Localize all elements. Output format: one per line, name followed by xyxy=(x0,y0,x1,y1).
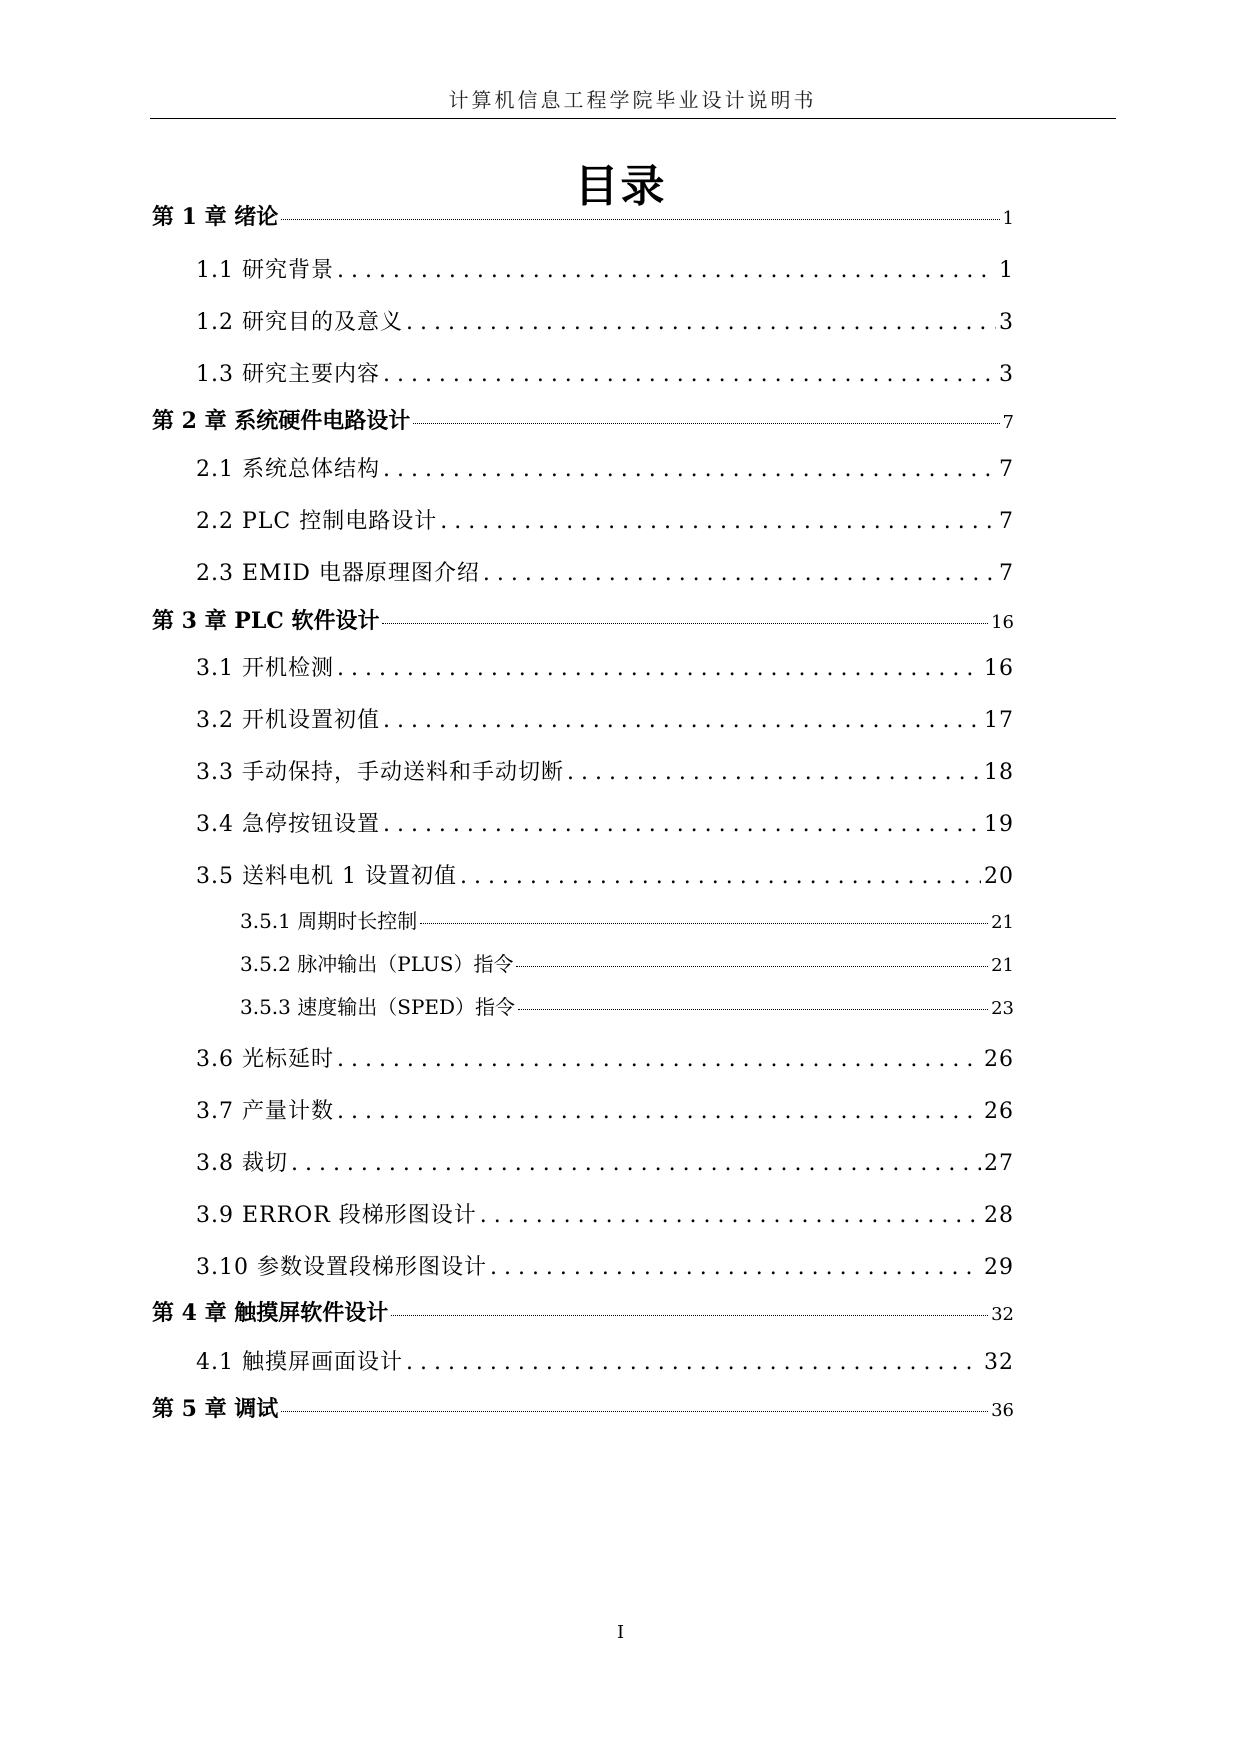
toc-leader xyxy=(440,509,996,534)
toc-leader xyxy=(490,1255,981,1280)
toc-page-number: 3 xyxy=(999,362,1014,387)
toc-leader xyxy=(383,362,996,387)
toc-label: 第 1 章 绪论 xyxy=(152,204,279,230)
toc-page-number: 1 xyxy=(999,258,1014,283)
toc-page-number: 21 xyxy=(991,955,1014,976)
header-rule xyxy=(150,118,1116,119)
toc-leader xyxy=(281,219,999,220)
toc-page-number: 18 xyxy=(984,760,1014,785)
toc-chapter-4[interactable] xyxy=(152,1296,1014,1326)
toc-label: 3.2 开机设置初值 xyxy=(196,708,380,733)
toc-leader xyxy=(413,423,999,424)
toc-leader xyxy=(483,561,996,586)
toc-subsection-3-5-3[interactable] xyxy=(240,991,1014,1019)
toc-label: 第 2 章 系统硬件电路设计 xyxy=(152,408,411,434)
toc-label: 3.10 参数设置段梯形图设计 xyxy=(196,1255,487,1280)
toc-page-number: 29 xyxy=(984,1255,1014,1280)
toc-label: 3.5.1 周期时长控制 xyxy=(240,909,418,933)
toc-leader xyxy=(391,1315,988,1316)
toc-page-number: 1 xyxy=(1002,208,1014,229)
toc-label: 3.3 手动保持，手动送料和手动切断 xyxy=(196,760,564,785)
toc-page-number: 16 xyxy=(984,656,1014,681)
toc-leader xyxy=(383,708,981,733)
toc-section-4-1[interactable] xyxy=(196,1345,1014,1375)
toc-leader xyxy=(406,1350,981,1375)
toc-label: 3.5.2 脉冲输出（PLUS）指令 xyxy=(240,952,514,976)
toc-leader xyxy=(420,923,988,924)
toc-section-3-4[interactable] xyxy=(196,807,1014,837)
toc-page-number: 21 xyxy=(991,912,1014,933)
toc-section-1-1[interactable] xyxy=(196,253,1014,283)
toc-leader xyxy=(291,1151,981,1176)
toc-leader xyxy=(460,864,981,889)
toc-label: 2.3 EMID 电器原理图介绍 xyxy=(196,561,480,586)
toc-label: 3.4 急停按钮设置 xyxy=(196,812,380,837)
toc-section-3-3[interactable] xyxy=(196,755,1014,785)
toc-section-3-6[interactable] xyxy=(196,1042,1014,1072)
toc-chapter-5[interactable] xyxy=(152,1392,1014,1422)
toc-label: 3.8 裁切 xyxy=(196,1151,288,1176)
toc-label: 3.7 产量计数 xyxy=(196,1099,334,1124)
toc-label: 1.1 研究背景 xyxy=(196,258,334,283)
toc-page-number: 7 xyxy=(999,457,1014,482)
toc-leader xyxy=(337,1047,981,1072)
toc-page-number: 7 xyxy=(999,509,1014,534)
toc-label: 3.6 光标延时 xyxy=(196,1047,334,1072)
toc-leader xyxy=(567,760,981,785)
toc-label: 4.1 触摸屏画面设计 xyxy=(196,1350,403,1375)
toc-leader xyxy=(383,457,996,482)
toc-leader xyxy=(480,1203,981,1228)
toc-chapter-2[interactable] xyxy=(152,404,1014,434)
toc-page-number: 23 xyxy=(991,998,1014,1019)
page-title: 目录 xyxy=(574,161,667,212)
toc-page-number: 26 xyxy=(984,1099,1014,1124)
toc-chapter-3[interactable] xyxy=(152,604,1014,634)
page-number-footer: I xyxy=(616,1622,625,1643)
toc-label: 第 4 章 触摸屏软件设计 xyxy=(152,1300,389,1326)
toc-label: 1.3 研究主要内容 xyxy=(196,362,380,387)
toc-section-3-5[interactable] xyxy=(196,859,1014,889)
toc-page-number: 32 xyxy=(984,1350,1014,1375)
toc-leader xyxy=(516,966,988,967)
toc-page-number: 32 xyxy=(991,1304,1014,1325)
toc-section-3-8[interactable] xyxy=(196,1146,1014,1176)
toc-section-3-7[interactable] xyxy=(196,1094,1014,1124)
toc-leader xyxy=(382,623,988,624)
toc-section-2-1[interactable] xyxy=(196,452,1014,482)
toc-leader xyxy=(337,656,981,681)
toc-label: 第 3 章 PLC 软件设计 xyxy=(152,608,380,634)
page-header: 计算机信息工程学院毕业设计说明书 xyxy=(448,88,817,112)
toc-chapter-1[interactable] xyxy=(152,200,1014,230)
toc-page-number: 3 xyxy=(999,310,1014,335)
toc-label: 3.9 ERROR 段梯形图设计 xyxy=(196,1203,477,1228)
toc-page-number: 19 xyxy=(984,812,1014,837)
toc-page-number: 27 xyxy=(984,1151,1014,1176)
toc-leader xyxy=(281,1411,988,1412)
toc-label: 2.2 PLC 控制电路设计 xyxy=(196,509,438,534)
toc-page-number: 26 xyxy=(984,1047,1014,1072)
toc-label: 第 5 章 调试 xyxy=(152,1396,279,1422)
toc-leader xyxy=(337,1099,981,1124)
toc-leader xyxy=(383,812,981,837)
toc-section-1-3[interactable] xyxy=(196,357,1014,387)
toc-leader xyxy=(406,310,996,335)
toc-leader xyxy=(518,1009,988,1010)
toc-section-3-2[interactable] xyxy=(196,703,1014,733)
toc-leader xyxy=(337,258,996,283)
toc-subsection-3-5-1[interactable] xyxy=(240,905,1014,933)
toc-subsection-3-5-2[interactable] xyxy=(240,948,1014,976)
toc-page-number: 16 xyxy=(991,612,1014,633)
toc-section-3-10[interactable] xyxy=(196,1250,1014,1280)
toc-page-number: 20 xyxy=(984,864,1014,889)
toc-section-2-3[interactable] xyxy=(196,556,1014,586)
toc-section-2-2[interactable] xyxy=(196,504,1014,534)
toc-section-1-2[interactable] xyxy=(196,305,1014,335)
toc-label: 3.5.3 速度输出（SPED）指令 xyxy=(240,995,516,1019)
toc-page-number: 7 xyxy=(1002,412,1014,433)
toc-page-number: 7 xyxy=(999,561,1014,586)
toc-label: 1.2 研究目的及意义 xyxy=(196,310,403,335)
toc-label: 3.5 送料电机 1 设置初值 xyxy=(196,864,457,889)
toc-page-number: 36 xyxy=(991,1400,1014,1421)
toc-page-number: 17 xyxy=(984,708,1014,733)
toc-label: 2.1 系统总体结构 xyxy=(196,457,380,482)
toc-section-3-1[interactable] xyxy=(196,651,1014,681)
toc-label: 3.1 开机检测 xyxy=(196,656,334,681)
toc-page-number: 28 xyxy=(984,1203,1014,1228)
toc-section-3-9[interactable] xyxy=(196,1198,1014,1228)
